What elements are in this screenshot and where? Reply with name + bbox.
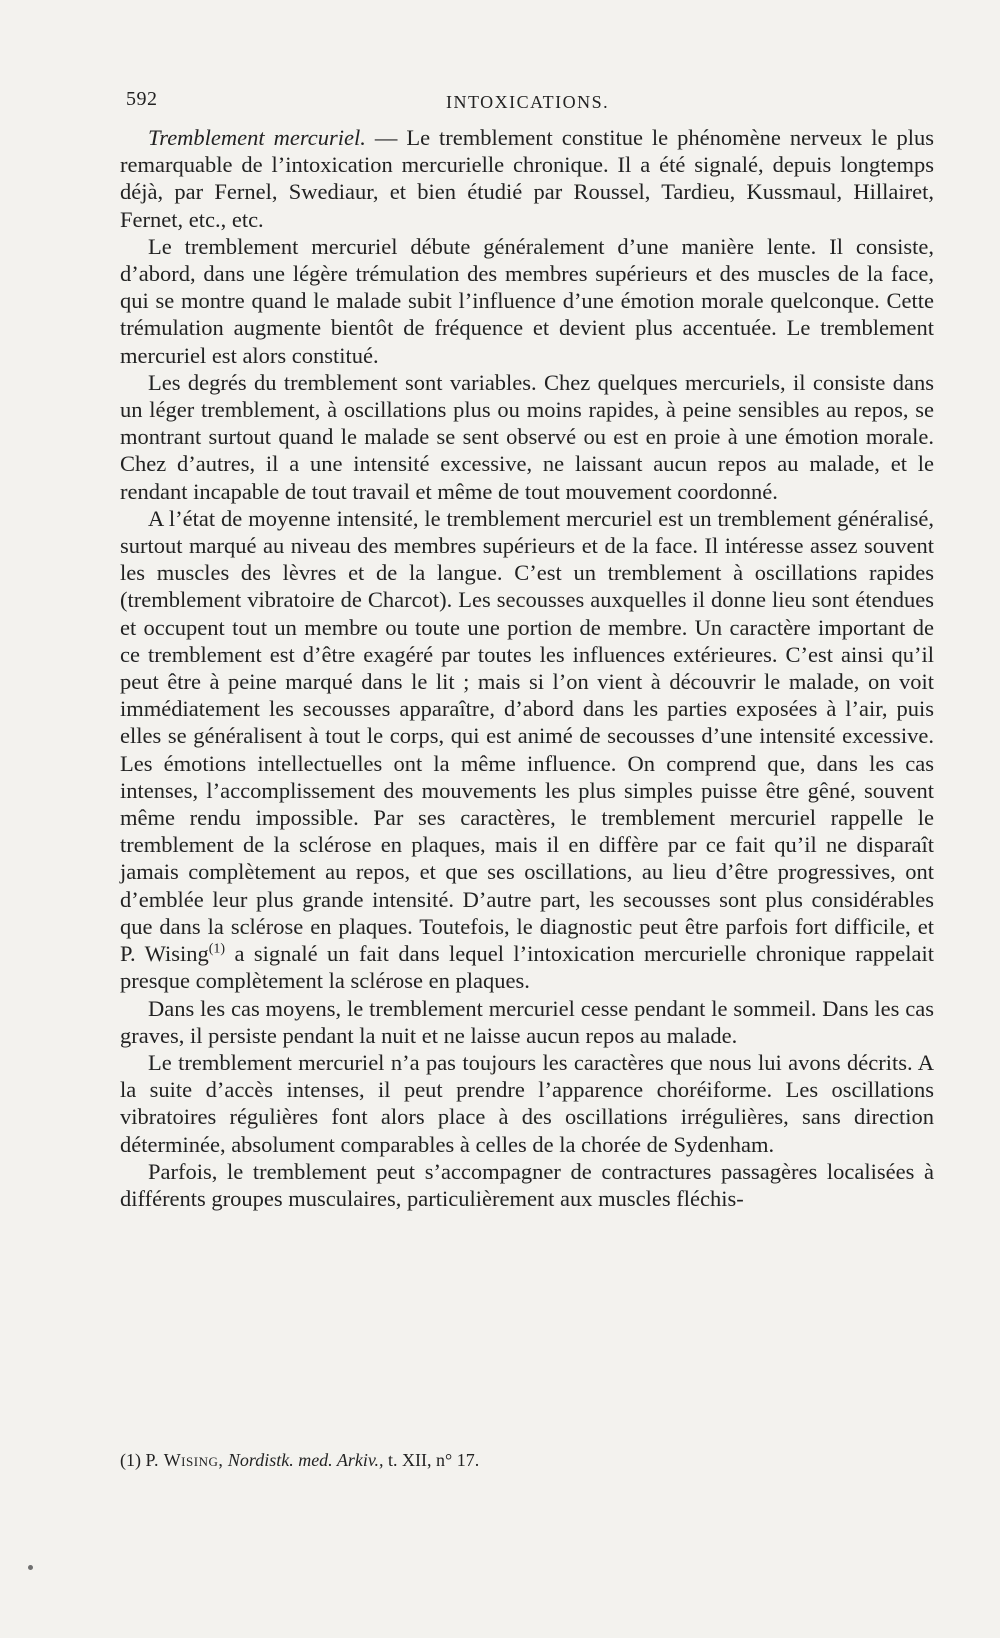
paragraph — [120, 369, 934, 505]
paragraph-text: — Le tremblement constitue le phénomène nerveux le plus remarquable de l’intoxication mercurielle chronique. Il a été signalé, depuis longtemps déjà, par Fernel, Swediaur, et bien étudié par Roussel, Tardieu, Kussmaul, Hillairet, Fernet, etc., etc. — [120, 125, 934, 232]
paragraph-text: Parfois, le tremblement peut s’accompagner de contractures passagères localisées à différents groupes musculaires, particulièrement aux muscles fléchis- — [120, 1158, 934, 1211]
page-header — [126, 88, 930, 118]
page-number: 592 — [126, 88, 158, 110]
paragraph — [120, 124, 934, 233]
paragraph — [120, 505, 934, 995]
paragraph-text: Les degrés du tremblement sont variables. Chez quelques mercuriels, il consiste dans un léger tremblement, à oscillations plus ou moins rapides, à peine sensibles au repos, se montrant surtout quand le malade se sent observé ou est en proie à une émotion morale. Chez d’autres, il a une intensité excessive, ne laissant aucun repos au malade, et le rendant incapable de tout travail et même de tout mouvement coordonné. — [120, 369, 934, 504]
footnote-reference: (1) — [208, 941, 226, 957]
paragraph — [120, 1049, 934, 1158]
paragraph — [120, 1158, 934, 1212]
paragraph-text-continued: a signalé un fait dans lequel l’intoxication mercurielle chronique rappelait presque complètement la sclérose en plaques. — [120, 941, 934, 994]
paragraph-text: Le tremblement mercuriel débute généralement d’une manière lente. Il consiste, d’abord, dans une légère trémulation des membres supérieurs et des muscles de la face, qui se montre quand le malade subit l’influence d’une émotion morale quelconque. Cette trémulation augmente bientôt de fréquence et devient plus accentuée. Le tremblement mercuriel est alors constitué. — [120, 233, 934, 368]
paragraph-text: A l’état de moyenne intensité, le tremblement mercuriel est un tremblement généralisé, surtout marqué au niveau des membres supérieurs et de la face. Il intéresse assez souvent les muscles des lèvres et de la langue. C’est un tremblement à oscillations rapides (tremblement vibratoire de Charcot). Les secousses auxquelles il donne lieu sont étendues et occupent tout un membre ou toute une portion de membre. Un caractère important de ce tremblement est d’être exagéré par toutes les influences extérieures. C’est ainsi qu’il peut être à peine marqué dans le lit ; mais si l’on vient à découvrir le malade, on voit immédiatement les secousses apparaître, d’abord dans les parties exposées à l’air, puis elles se généralisent à tout le corps, qui est animé de secousses d’une intensité excessive. Les émotions intellectuelles ont la même influence. On comprend que, dans les cas intenses, l’accomplissement des mouvements les plus simples puisse être gêné, souvent même rendu impossible. Par ses caractères, le tremblement mercuriel rappelle le tremblement de la sclérose en plaques, mais il en diffère par ce fait qu’il ne disparaît jamais complètement au repos, et que ses oscillations, au lieu d’être progressives, ont d’emblée leur plus grande intensité. D’autre part, les secousses sont plus considérables que dans la sclérose en plaques. Toutefois, le diagnostic peut être parfois fort difficile, et P. Wising — [120, 505, 934, 967]
footnote — [120, 1448, 934, 1472]
body-text — [120, 124, 934, 1212]
paragraph — [120, 233, 934, 369]
paper-speck — [28, 1565, 33, 1570]
running-head: INTOXICATIONS. — [446, 92, 610, 112]
section-lead: Tremblement mercuriel. — [148, 125, 366, 150]
paragraph-text: Dans les cas moyens, le tremblement mercuriel cesse pendant le sommeil. Dans les cas graves, il persiste pendant la nuit et ne laisse aucun repos au malade. — [120, 995, 934, 1048]
paragraph-text: Le tremblement mercuriel n’a pas toujours les caractères que nous lui avons décrits. A la suite d’accès intenses, il peut prendre l’apparence choréiforme. Les oscillations vibratoires régulières font alors place à des oscillations irrégulières, sans direction déterminée, absolument comparables à celles de la chorée de Sydenham. — [120, 1049, 934, 1157]
paragraph — [120, 995, 934, 1049]
footnote-marker: (1) — [120, 1450, 141, 1470]
footnote-journal: Nordistk. med. Arkiv., — [227, 1450, 384, 1470]
footnote-author: P. Wising, — [145, 1450, 224, 1470]
footnote-reference-detail: t. XII, n° 17. — [383, 1450, 480, 1470]
